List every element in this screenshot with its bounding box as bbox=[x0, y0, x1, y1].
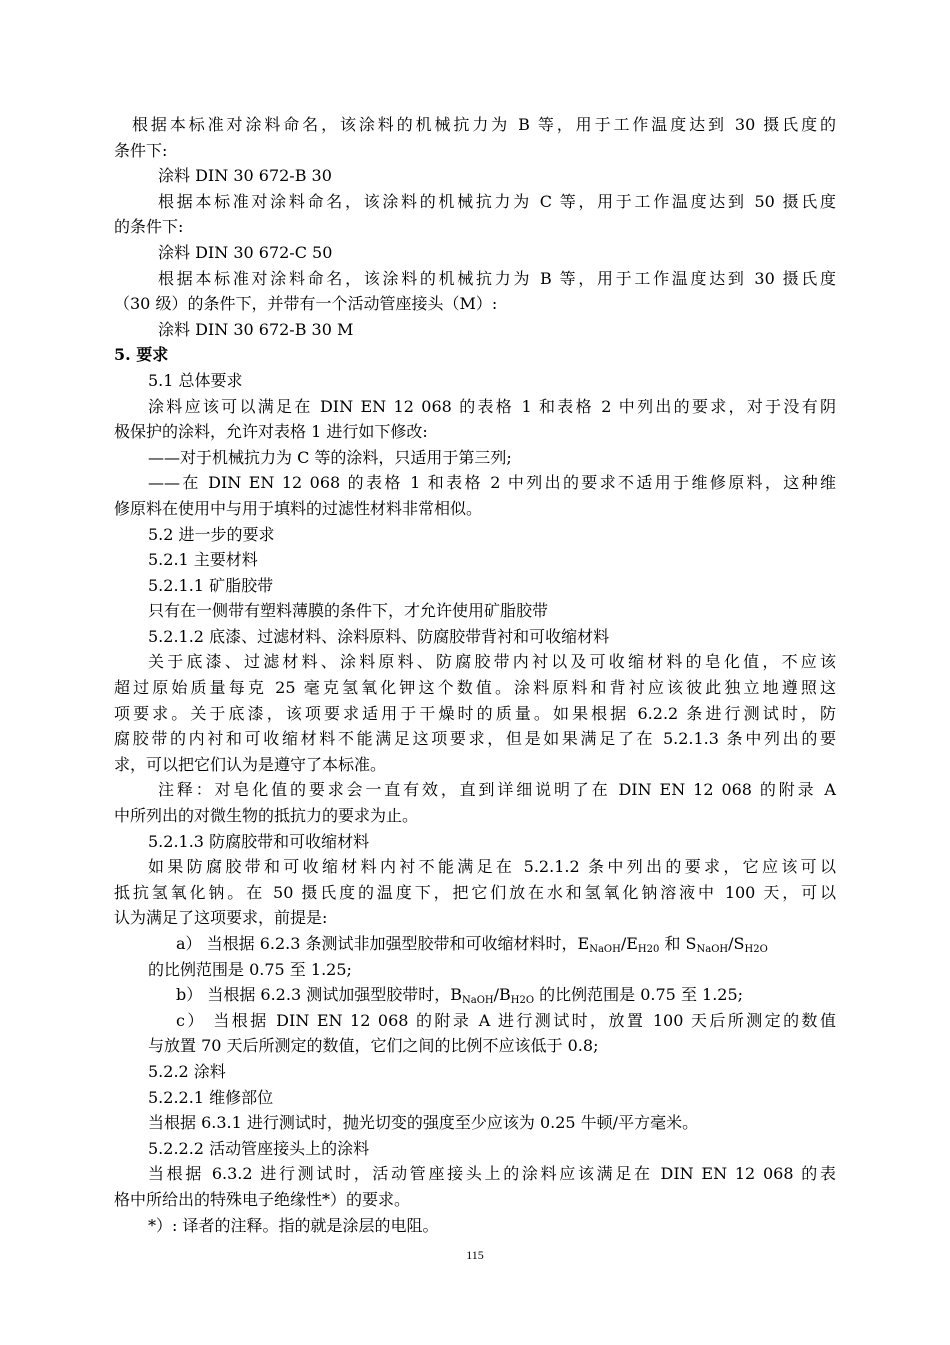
paragraph-line: 根据本标准对涂料命名，该涂料的机械抗力为 C 等，用于工作温度达到 50 摄氏度 bbox=[158, 191, 836, 211]
paragraph-line: 当根据 6.3.2 进行测试时，活动管座接头上的涂料应该满足在 DIN EN 12 068 的表 bbox=[148, 1164, 836, 1184]
footnote: *）: 译者的注释。指的就是涂层的电阻。 bbox=[148, 1215, 439, 1235]
note-line: 中所列出的对微生物的抵抗力的要求为止。 bbox=[114, 806, 419, 826]
paragraph-line: 根据本标准对涂料命名，该涂料的机械抗力为 B 等，用于工作温度达到 30 摄氏度的 bbox=[132, 115, 836, 134]
document-body bbox=[114, 112, 836, 1238]
paragraph-line: 关于底漆、过滤材料、涂料原料、防腐胶带内衬以及可收缩材料的皂化值，不应该 bbox=[148, 652, 836, 672]
paragraph-line: 如果防腐胶带和可收缩材料内衬不能满足在 5.2.1.2 条中列出的要求，它应该可以 bbox=[148, 857, 836, 877]
paragraph-line: 条件下: bbox=[114, 140, 168, 160]
page-number: 115 bbox=[466, 1248, 484, 1262]
paragraph-line: 认为满足了这项要求，前提是: bbox=[114, 908, 328, 928]
note-line: 注释：对皂化值的要求会一直有效，直到详细说明了在 DIN EN 12 068 的附录 A bbox=[158, 780, 836, 800]
subsection-heading: 5.2.2.2 活动管座接头上的涂料 bbox=[148, 1138, 370, 1158]
paragraph-line: 超过原始质量每克 25 毫克氢氧化钾这个数值。涂料原料和背衬应该彼此独立地遵照这 bbox=[114, 678, 836, 698]
paragraph-line: 的条件下: bbox=[114, 217, 184, 237]
section-heading: 5. 要求 bbox=[114, 345, 169, 365]
paragraph-line: 求，可以把它们认为是遵守了本标准。 bbox=[114, 754, 387, 774]
subsection-heading: 5.2.1.1 矿脂胶带 bbox=[148, 575, 274, 595]
paragraph-line: 根据本标准对涂料命名，该涂料的机械抗力为 B 等，用于工作温度达到 30 摄氏度 bbox=[158, 268, 836, 288]
subsection-heading: 5.2.2.1 维修部位 bbox=[148, 1087, 274, 1107]
paragraph-line: 格中所给出的特殊电子绝缘性*）的要求。 bbox=[114, 1189, 411, 1209]
paragraph-line: 当根据 6.3.1 进行测试时，抛光切变的强度至少应该为 0.25 牛顿/平方毫米。 bbox=[148, 1113, 699, 1133]
designation-example: 涂料 DIN 30 672-C 50 bbox=[158, 242, 333, 262]
paragraph-line: 极保护的涂料，允许对表格 1 进行如下修改: bbox=[114, 422, 428, 442]
list-item: ——对于机械抗力为 C 等的涂料，只适用于第三列; bbox=[148, 447, 512, 467]
subsection-heading: 5.2.2 涂料 bbox=[148, 1061, 226, 1081]
list-item: ——在 DIN EN 12 068 的表格 1 和表格 2 中列出的要求不适用于维修原料，这种维 bbox=[148, 473, 836, 493]
subsection-heading: 5.1 总体要求 bbox=[148, 370, 243, 390]
paragraph-line: 涂料应该可以满足在 DIN EN 12 068 的表格 1 和表格 2 中列出的要求，对于没有阴 bbox=[148, 396, 836, 416]
subsection-heading: 5.2.1 主要材料 bbox=[148, 550, 258, 570]
paragraph-line: 项要求。关于底漆，该项要求适用于干燥时的质量。如果根据 6.2.2 条进行测试时，防 bbox=[114, 703, 836, 723]
paragraph-line: 只有在一侧带有塑料薄膜的条件下，才允许使用矿脂胶带 bbox=[148, 601, 549, 621]
designation-example: 涂料 DIN 30 672-B 30 bbox=[158, 166, 332, 186]
designation-example: 涂料 DIN 30 672-B 30 M bbox=[158, 319, 354, 339]
list-item-c-continuation: 与放置 70 天后所测定的数值，它们之间的比例不应该低于 0.8; bbox=[148, 1036, 599, 1056]
list-item-b: b） 当根据 6.2.3 测试加强型胶带时，$B_{NaOH}/B_{H2O}$ 的比例范围是 0.75 至 1.25; bbox=[176, 985, 744, 1007]
paragraph-line: 抵抗氢氧化钠。在 50 摄氏度的温度下，把它们放在水和氢氧化钠溶液中 100 天，可以 bbox=[114, 882, 836, 902]
paragraph-line: 修原料在使用中与用于填料的过滤性材料非常相似。 bbox=[114, 498, 483, 518]
paragraph-line: 腐胶带的内衬和可收缩材料不能满足这项要求，但是如果满足了在 5.2.1.3 条中列出的要 bbox=[114, 729, 836, 749]
list-item-c: c） 当根据 DIN EN 12 068 的附录 A 进行测试时，放置 100 天后所测定的数值 bbox=[176, 1010, 836, 1030]
subsection-heading: 5.2.1.2 底漆、过滤材料、涂料原料、防腐胶带背衬和可收缩材料 bbox=[148, 626, 610, 646]
subsection-heading: 5.2.1.3 防腐胶带和可收缩材料 bbox=[148, 831, 370, 851]
list-item-a: a） 当根据 6.2.3 条测试非加强型胶带和可收缩材料时，$E_{NaOH}/E_{H20}$ 和 $S_{NaOH}/S_{H2O}$ bbox=[176, 934, 768, 955]
list-item-a-continuation: 的比例范围是 0.75 至 1.25; bbox=[148, 959, 352, 979]
paragraph-line: （30 级）的条件下，并带有一个活动管座接头（M）: bbox=[114, 294, 498, 314]
subsection-heading: 5.2 进一步的要求 bbox=[148, 524, 275, 544]
